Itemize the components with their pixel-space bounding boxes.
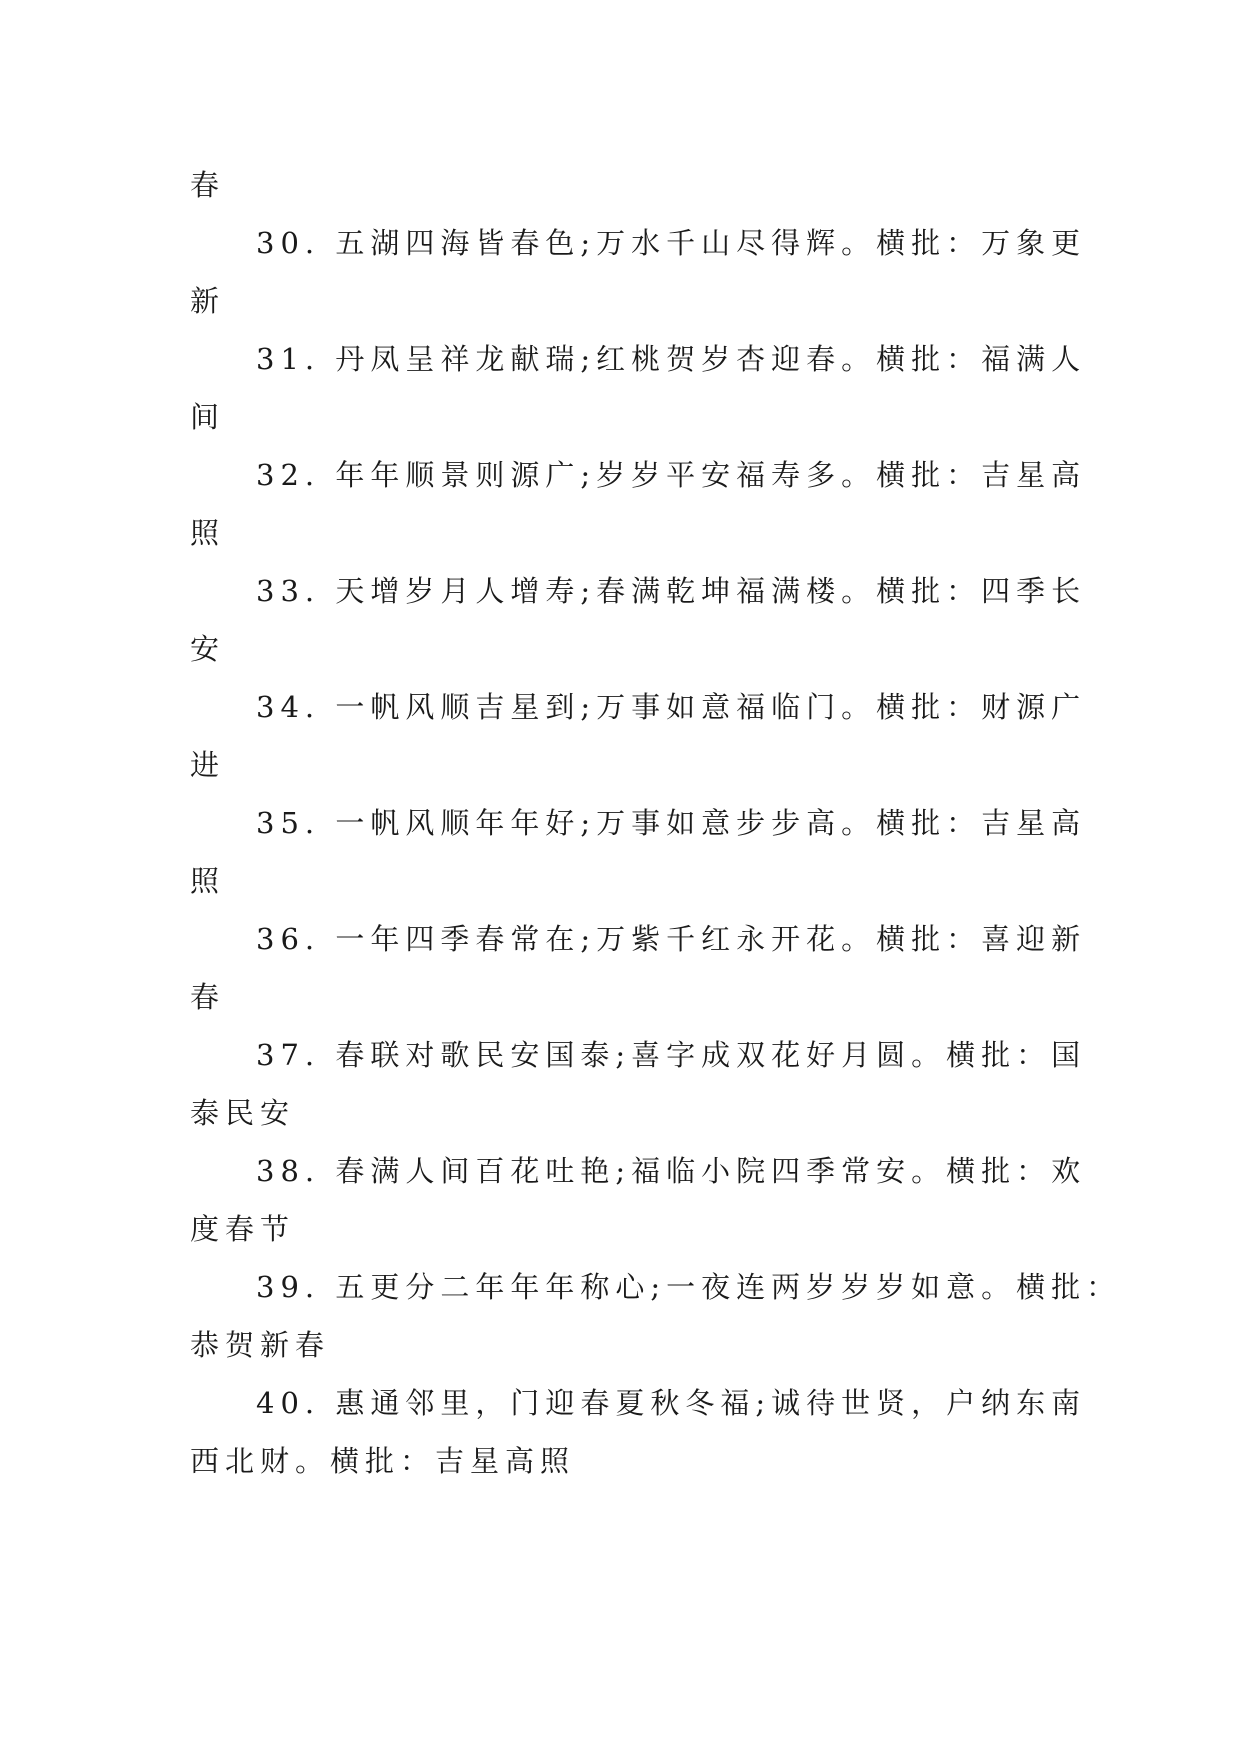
couplet-36-line: 36. 一年四季春常在;万紫千红永开花。横批：喜迎新 — [256, 922, 1087, 956]
couplet-38-line: 38. 春满人间百花吐艳;福临小院四季常安。横批：欢 — [256, 1154, 1087, 1188]
text-line: 安 — [190, 632, 226, 666]
couplet-32-line: 32. 年年顺景则源广;岁岁平安福寿多。横批：吉星高 — [256, 458, 1087, 492]
couplet-39-line: 39. 五更分二年年年称心;一夜连两岁岁岁如意。横批： — [256, 1270, 1122, 1304]
text-line: 春 — [190, 168, 226, 202]
text-line: 间 — [190, 400, 226, 434]
couplet-34-line: 34. 一帆风顺吉星到;万事如意福临门。横批：财源广 — [256, 690, 1087, 724]
text-line: 度春节 — [190, 1212, 296, 1246]
text-line: 西北财。横批：吉星高照 — [190, 1444, 576, 1478]
text-line: 恭贺新春 — [190, 1328, 331, 1362]
couplet-35-line: 35. 一帆风顺年年好;万事如意步步高。横批：吉星高 — [256, 806, 1087, 840]
couplet-40-line: 40. 惠通邻里，门迎春夏秋冬福;诚待世贤，户纳东南 — [256, 1386, 1087, 1420]
text-line: 照 — [190, 516, 226, 550]
couplet-37-line: 37. 春联对歌民安国泰;喜字成双花好月圆。横批：国 — [256, 1038, 1087, 1072]
text-line: 春 — [190, 980, 226, 1014]
couplet-30-line: 30. 五湖四海皆春色;万水千山尽得辉。横批：万象更 — [256, 226, 1087, 260]
couplet-33-line: 33. 天增岁月人增寿;春满乾坤福满楼。横批：四季长 — [256, 574, 1087, 608]
couplet-31-line: 31. 丹凤呈祥龙献瑞;红桃贺岁杏迎春。横批：福满人 — [256, 342, 1087, 376]
couplet-list — [190, 156, 1122, 1490]
text-line: 照 — [190, 864, 226, 898]
text-line: 新 — [190, 284, 226, 318]
text-line: 进 — [190, 748, 226, 782]
text-line: 泰民安 — [190, 1096, 296, 1130]
